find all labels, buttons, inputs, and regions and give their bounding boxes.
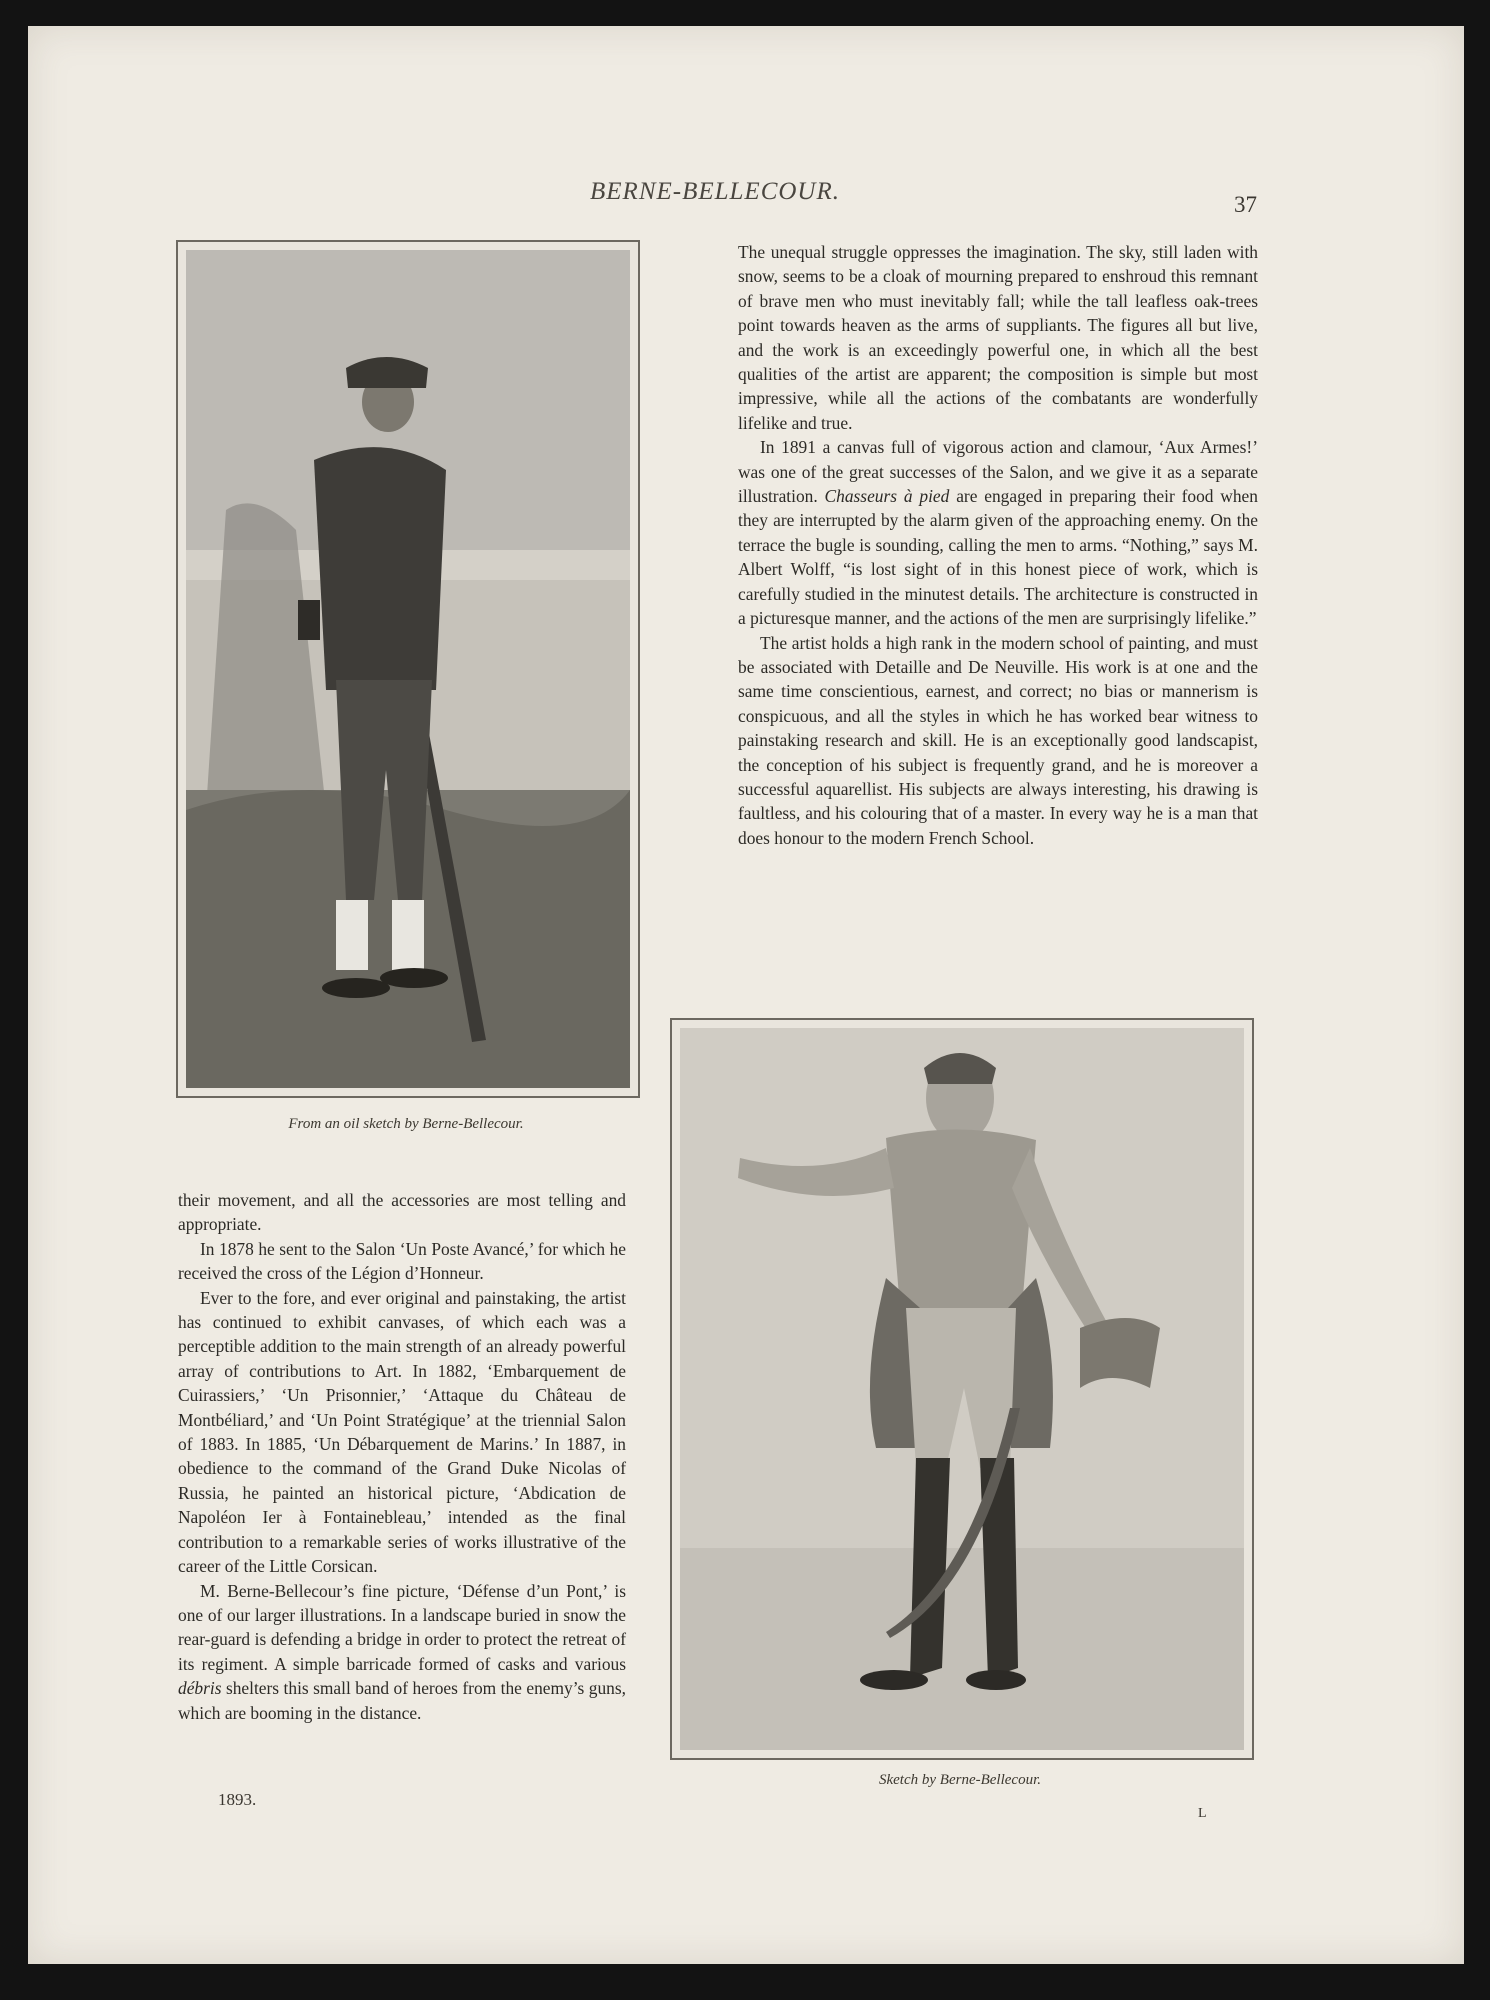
officer-illustration bbox=[670, 1018, 1254, 1760]
officer-drawing bbox=[680, 1028, 1244, 1750]
left-column-text bbox=[178, 1188, 626, 1725]
paragraph: The artist holds a high rank in the modern school of painting, and must be associated with Detaille and De Neuville. His work is at one and the same time conscientious, earnest, and correct; no bias or mannerism is conspicuous, and all the styles in which he has worked bear witness to painstaking research and skill. He is an exceptionally good landscapist, the conception of his subject is frequently grand, and he is moreover a successful aquarellist. His subjects are always interesting, his drawing is faultless, and his colouring that of a master. In every way he is a man that does honour to the modern French School. bbox=[738, 632, 1258, 848]
italic-title: Chasseurs à pied bbox=[824, 486, 950, 507]
officer-image bbox=[680, 1028, 1244, 1750]
paragraph bbox=[178, 1579, 626, 1725]
paragraph: In 1878 he sent to the Salon ‘Un Poste Avancé,’ for which he received the cross of the Légion d’Honneur. bbox=[178, 1238, 626, 1284]
page-number: 37 bbox=[1234, 192, 1257, 217]
text-run: In 1891 a canvas full of vigorous action and clamour, ‘Aux Armes!’ was one of the great successes of the Salon, and we give it as a separate illustration. bbox=[738, 437, 1258, 507]
paragraph bbox=[738, 435, 1258, 630]
text-run: shelters this small band of heroes from the enemy’s guns, which are booming in the distance. bbox=[178, 1678, 626, 1723]
right-column-text bbox=[738, 240, 1258, 850]
paragraph: The unequal struggle oppresses the imagination. The sky, still laden with snow, seems to be a cloak of mourning prepared to enshroud this remnant of brave men who must inevitably fall; while the tall leafless oak-trees point towards heaven as the arms of suppliants. The figures all but live, and the work is an exceedingly powerful one, in which all the best qualities of the artist are apparent; the composition is simple but most impressive, while all the actions of the combatants are wonderfully lifelike and true. bbox=[738, 242, 1258, 433]
text-run: M. Berne-Bellecour’s fine picture, ‘Défense d’un Pont,’ is one of our larger illustrations. In a landscape buried in snow the rear-guard is defending a bridge in order to protect the retreat of its regiment. A simple barricade formed of casks and various bbox=[178, 1580, 626, 1674]
figure-caption: From an oil sketch by Berne-Bellecour. bbox=[288, 1116, 524, 1132]
signature-mark: L bbox=[1198, 1806, 1207, 1821]
figure-caption: Sketch by Berne-Bellecour. bbox=[878, 1772, 1041, 1788]
soldier-drawing bbox=[186, 250, 630, 1088]
imprint-year: 1893. bbox=[218, 1790, 257, 1809]
running-head: BERNE-BELLECOUR. bbox=[590, 178, 841, 205]
soldier-image bbox=[186, 250, 630, 1088]
paragraph: Ever to the fore, and ever original and painstaking, the artist has continued to exhibit canvases, of which each was a perceptible addition to the main strength of an already powerful array of contributions to Art. In 1882, ‘Embarquement de Cuirassiers,’ ‘Un Prisonnier,’ ‘Attaque du Château de Montbéliard,’ and ‘Un Point Stratégique’ at the triennial Salon of 1883. In 1885, ‘Un Débarquement de Marins.’ In 1887, in obedience to the command of the Grand Duke Nicolas of Russia, he painted an historical picture, ‘Abdication de Napoléon Ier à Fontainebleau,’ intended as the final contribution to a remarkable series of works illustrative of the career of the Little Corsican. bbox=[178, 1287, 626, 1577]
italic-term: débris bbox=[178, 1678, 222, 1699]
text-run: are engaged in preparing their food when they are interrupted by the alarm given of the approaching enemy. On the terrace the bugle is sounding, calling the men to arms. “Nothing,” says M. Albert Wolff, “is lost sight of in this honest piece of work, which is carefully studied in the minutest details. The architecture is constructed in a picturesque manner, and the actions of the men are surprisingly lifelike.” bbox=[738, 486, 1258, 629]
paragraph: their movement, and all the accessories are most telling and appropriate. bbox=[178, 1190, 626, 1235]
soldier-illustration bbox=[176, 240, 640, 1098]
